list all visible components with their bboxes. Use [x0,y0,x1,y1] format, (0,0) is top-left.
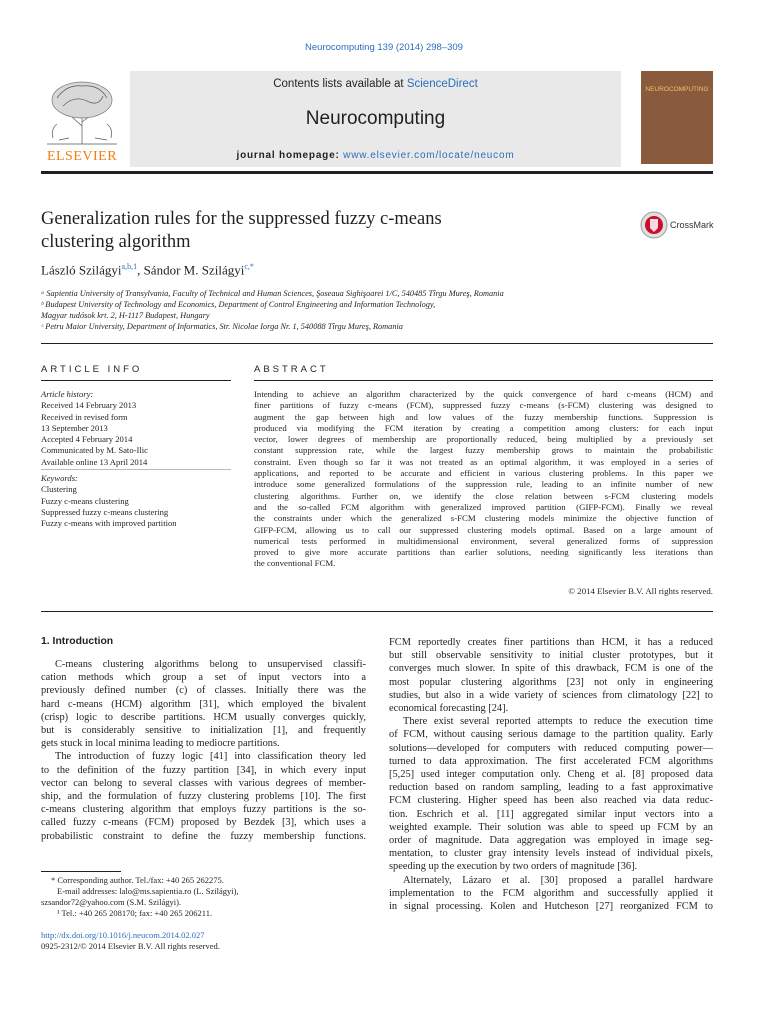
abstract-line: applications, and reported to be accurate and efficient in various clustering problems. In this paper we [254,468,713,479]
body-line: called fuzzy c-means (FCM) proposed by Bezdek [3], which uses a [41,817,366,829]
body-right-column [389,636,713,913]
body-line: solutions—developed for computers with reduced computing power— [389,742,713,754]
body-line: probabilistic constraint to define the fuzzy membership functions. [41,830,366,842]
body-line: There exist several reported attempts to reduce the execution time [403,716,713,728]
author-1: László Szilágyi [41,262,122,278]
homepage-label: journal homepage: [236,150,344,161]
crossmark-button[interactable] [640,211,715,241]
body-line: converges much slower. In spite of this drawback, FCM is one of the [389,663,713,675]
body-line: studies, but also in a wide variety of sciences from climatology [22] to [389,689,713,701]
author-list [41,262,254,278]
footnote-1: ¹ Tel.: +40 265 208170; fax: +40 265 206211. [57,908,213,918]
body-line: of FCM, without causing serious damage to the partition quality. Early [389,729,713,741]
article-info-heading: ARTICLE INFO [41,364,143,375]
body-line: tion. Eschrich et al. [11] aggregated similar input vectors into a [389,808,713,820]
section-heading-introduction: 1. Introduction [41,636,114,647]
abstract-divider [254,380,713,381]
history-line: Available online 13 April 2014 [41,456,148,467]
abstract-line: constraint. Even though so far it was not treated as an optimal algorithm, it was employed in a series of [254,456,713,467]
sciencedirect-link[interactable]: ScienceDirect [406,78,478,90]
body-line: but is considerably sensitive to initialization [1], and frequently [41,725,366,737]
body-line: turned to data approximation. The first accelerated FCM algorithms [389,755,713,767]
body-left-column [41,658,366,843]
contents-prefix: Contents lists available at [273,78,407,90]
journal-name: Neurocomputing [305,108,446,129]
crossmark-label: CrossMark [670,220,714,230]
author-separator: , [137,262,144,278]
doi-link[interactable]: http://dx.doi.org/10.1016/j.neucom.2014.02.027 [41,930,205,940]
keyword-item: Fuzzy c-means with improved partition [41,518,177,529]
abstract-text [254,389,713,570]
abstract-line: augment the gap between high and low values of the fuzzy membership functions. Suppression is [254,411,713,422]
abstract-line: finer partitions of fuzzy c-means (FCM), suppressed fuzzy c-means (s-FCM) clustering was designed to [254,400,713,411]
body-line: The introduction of fuzzy logic [41] into classification theory led [55,751,366,763]
article-history [41,389,241,468]
body-line: in signal processing. Kolen and Hutcheson [27] reorganized FCM to [389,901,713,913]
keyword-item: Clustering [41,484,77,495]
cover-title: NEUROCOMPUTING [645,86,709,93]
crossmark-icon [640,211,668,239]
abstract-line: the constraints under which the generalized s-FCM clustering models minimize the objective function of [254,513,713,524]
homepage-link[interactable]: www.elsevier.com/locate/neucom [343,150,515,161]
abstract-line: GIFP-FCM, allowing us to call our suppressed clustering models optimal. Based on a large amount of [254,524,713,535]
author-2: Sándor M. Szilágyi [143,262,245,278]
body-line: gets stuck in local minima leading to mediocre partitions. [41,738,280,750]
body-line: (crisp) logic to describe partitions. HCM usually converges quickly, [41,711,366,723]
abstract-line: produced via modifying the FCM iteration by creating a competition among clusters: for each input [254,422,713,433]
keywords-divider [41,469,231,470]
affiliation-b-cont: Magyar tudósok krt. 2, H-1117 Budapest, Hungary [41,311,210,320]
abstract-heading: ABSTRACT [254,364,329,375]
journal-citation[interactable]: Neurocomputing 139 (2014) 298–309 [305,42,463,53]
email-addresses-cont[interactable]: szsandor72@yahoo.com (S.M. Szilágyi). [41,897,182,907]
body-line: FCM reportedly creates finer partitions than HCM, it has a reduced [389,637,713,648]
abstract-line: clustering algorithms. Further on, we identify the close relation between s-FCM clustering models [254,490,713,501]
keyword-item: Fuzzy c-means clustering [41,495,129,506]
title-line-1: Generalization rules for the suppressed fuzzy c-means [41,209,442,229]
affiliations [41,288,713,332]
history-line: Accepted 4 February 2014 [41,434,133,445]
affiliation-b: ᵇ Budapest University of Technology and Economics, Department of Control Engineering and Information Technology, [41,300,436,309]
body-line: previously defined number (c) of classes. Initially there was the [41,685,366,697]
abstract-line: and the so-called FCM algorithm with generalized improved partition (GIFP-FCM). Finally we reveal [254,501,713,512]
body-line: most popular clustering algorithms [23] not only in engineering [389,676,713,688]
body-line: but still observable sensitivity to initial cluster prototypes, but it [389,650,713,662]
body-line: c-means clustering algorithm that employs fuzzy partitions is the so- [41,804,366,816]
body-line: mentation, to cluster gray intensity levels instead of individual pixels, [389,848,713,860]
issn-copyright: 0925-2312/© 2014 Elsevier B.V. All rights reserved. [41,941,220,951]
history-line: Received in revised form [41,411,128,422]
doi-block [41,930,220,952]
keywords [41,473,241,529]
elsevier-logo [41,76,123,164]
journal-homepage [130,150,621,161]
history-line: Communicated by M. Sato-Ilic [41,445,148,456]
abstract-line: vector, lower degrees of membership are proportionally reduced, being multiplied by a previously set [254,434,713,445]
body-line: C-means clustering algorithms belong to unsupervised classifi- [55,659,366,670]
keywords-label: Keywords: [41,473,78,483]
keyword-item: Suppressed fuzzy c-means clustering [41,506,169,517]
body-line: economical forecasting [24]. [389,703,509,715]
body-line: vector can belong to several classes with various degrees of member- [41,777,366,789]
footnotes [41,875,371,919]
body-line: to the definition of the fuzzy partition [34], in which every input [41,764,366,776]
body-line: reduction based on random sampling, leading to a fast approximative [389,782,713,794]
article-info-divider [41,380,231,381]
abstract-line: Intending to achieve an algorithm characterized by the quick convergence of hard c-means (HCM) and [254,389,713,399]
body-line: weighted example. Their solution was able to speed up FCM by an [389,821,713,833]
abstract-line: proved to give more accurate partitions than earlier solutions, needing significantly less iterations than [254,547,713,558]
footnote-divider [41,871,121,872]
abstract-bottom-divider [41,611,713,612]
elsevier-tree-icon [41,76,123,146]
abstract-line: the conventional FCM. [254,558,336,569]
body-line: order of magnitude. Data aggregation was employed in image seg- [389,835,713,847]
author-1-affil-marks[interactable]: a,b,1 [121,262,138,271]
body-line: speeding up the execution by two orders of magnitude [36]. [389,861,638,873]
body-line: [5,25] used integer computation only. Cheng et al. [8] proposed data [389,769,713,781]
author-2-affil-marks[interactable]: c,* [244,262,254,271]
article-history-label: Article history: [41,389,94,399]
affiliation-c: ᶜ Petru Maior University, Department of Informatics, Str. Nicolae Iorga Nr. 1, 540088 Tîrgu Mureş, Romania [41,322,403,331]
abstract-line: constant suppression rate, while the largest fuzzy membership grows to maintain the probabilistic [254,445,713,456]
abstract-line: introduce some generalized formulations of the suppression rule, leading to an infinite number of new [254,479,713,490]
article-title [41,208,601,254]
elsevier-wordmark: ELSEVIER [46,149,118,164]
email-addresses[interactable]: E-mail addresses: lalo@ms.sapientia.ro (L. Szilágyi), [57,886,239,896]
affiliation-divider [41,343,713,344]
body-line: cation methods which group a set of input vectors into a [41,672,366,684]
journal-cover-image [641,71,713,164]
history-line: 13 September 2013 [41,422,108,433]
abstract-copyright: © 2014 Elsevier B.V. All rights reserved. [568,586,713,596]
body-line: hard c-means (HCM) algorithm [31], which employed the bivalent [41,698,366,710]
affiliation-a: ᵃ Sapientia University of Transylvania, Faculty of Technical and Human Sciences, Şoseaua Sighişoarei 1/C, 540485 Tîrgu Mureş, Romania [41,289,504,298]
abstract-line: numerical tests performed in multidimensional environment, several generalized forms of suppression [254,535,713,546]
body-line: ship, and the formulation of fuzzy clustering problems [10]. The first [41,791,366,803]
body-line: Alternately, Lázaro et al. [30] proposed a parallel hardware [403,874,713,886]
contents-line [130,78,621,90]
corresponding-author-note: * Corresponding author. Tel./fax: +40 265 262275. [51,875,224,885]
body-line: implementation to the FCM algorithm and successfully applied it [389,887,713,899]
header-divider [41,171,713,174]
body-line: FCM clustering. Higher speed has been also reached via data reduc- [389,795,713,807]
title-line-2: clustering algorithm [41,232,191,252]
history-line: Received 14 February 2013 [41,400,137,411]
